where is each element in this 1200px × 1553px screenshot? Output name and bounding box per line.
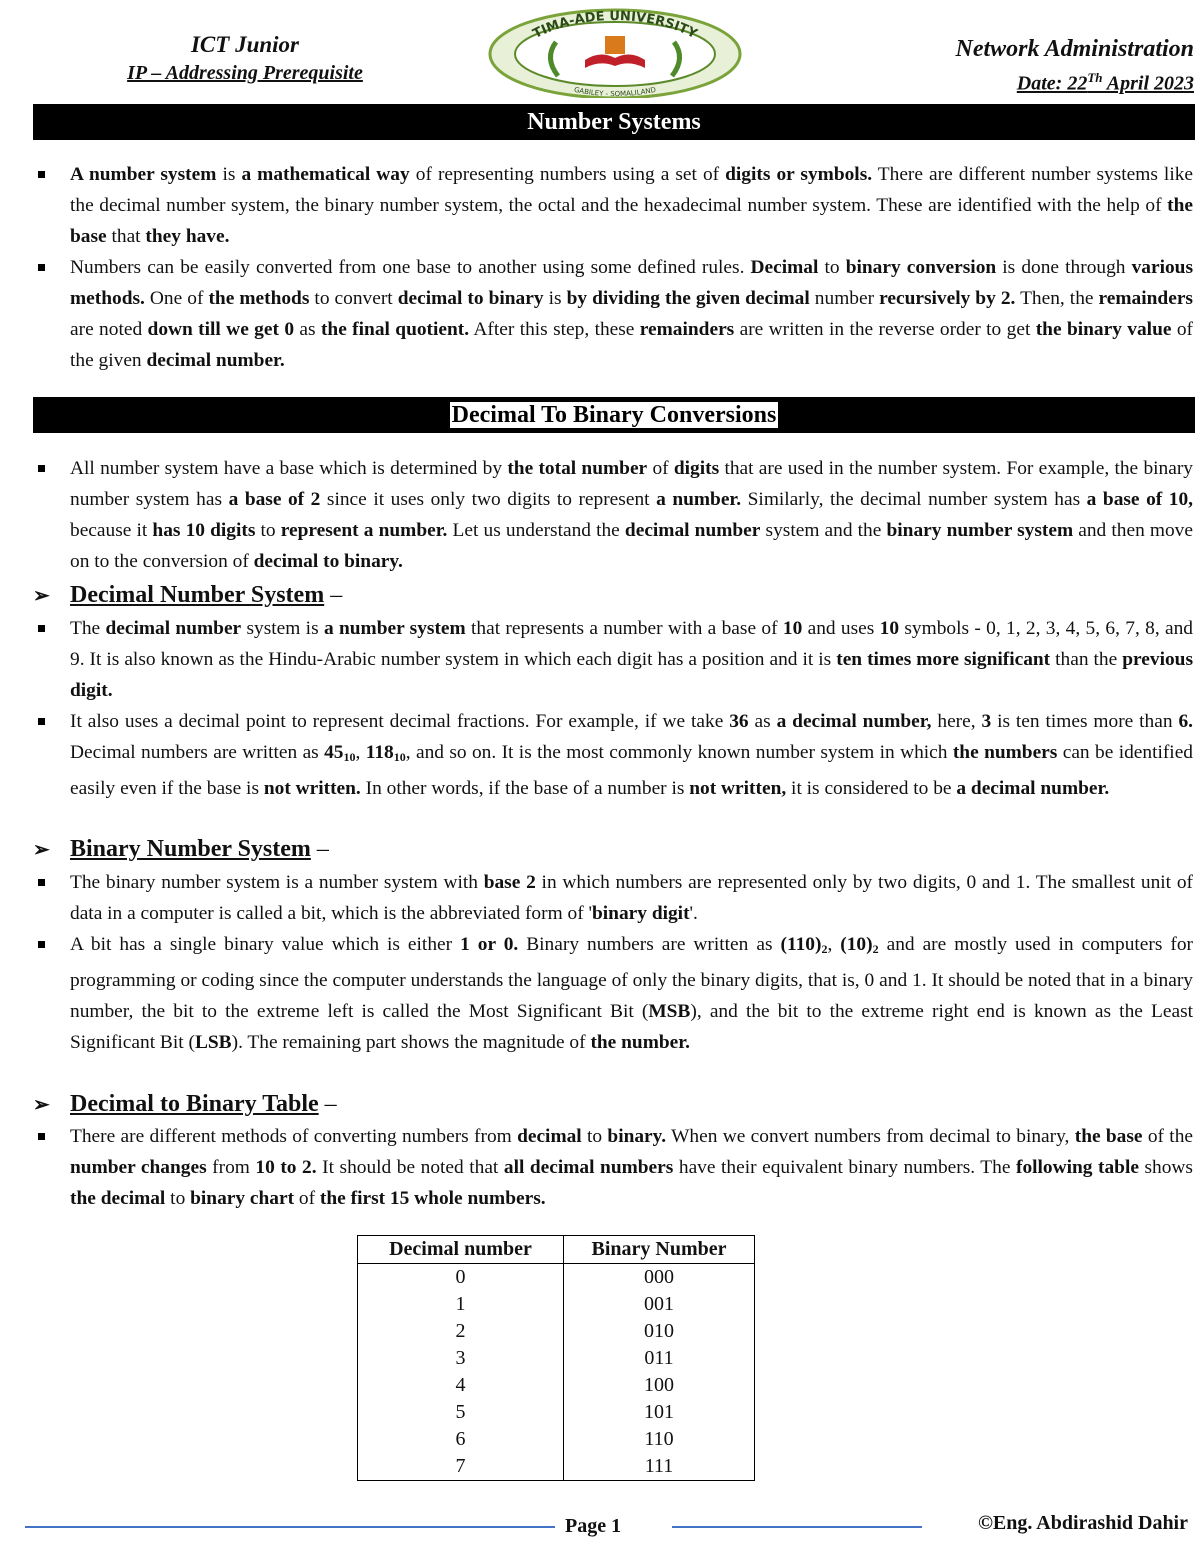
conversion-intro-list: [33, 453, 1193, 577]
footer-divider-left: [25, 1526, 555, 1528]
copyright: ©Eng. Abdirashid Dahir: [977, 1512, 1188, 1534]
arrow-bullet-icon: ➢: [33, 585, 50, 607]
table-cell: 1: [358, 1291, 564, 1318]
document-date: Date: 22Th April 2023: [1016, 70, 1194, 95]
table-cell: 0: [358, 1264, 564, 1292]
header-right: [956, 34, 1195, 98]
column-header-decimal: Decimal number: [358, 1236, 564, 1264]
table-cell: 000: [564, 1264, 755, 1292]
course-subtitle: IP – Addressing Prerequisite: [127, 62, 363, 84]
heading-binary-number-system: ➢ Binary Number System –: [33, 834, 329, 865]
university-logo: [484, 2, 746, 98]
table-cell: 3: [358, 1345, 564, 1372]
course-title: ICT Junior: [190, 32, 299, 57]
table-row: [358, 1453, 755, 1481]
list-item: A bit has a single binary value which is either 1 or 0. Binary numbers are written as $(110)_2$, $(10)_2$ and are mostly used in computers for programming or coding since the computer understands the language of only the binary digits, that is, 0 and 1. It should be noted that in a binary number, the bit to the extreme left is called the Most Significant Bit (MSB), and the bit to the extreme right end is known as the Least Significant Bit (LSB). The remaining part shows the magnitude of the number.: [33, 929, 1193, 1058]
table-cell: 5: [358, 1399, 564, 1426]
arrow-bullet-icon: ➢: [33, 839, 50, 861]
subject-title: Network Administration: [955, 36, 1194, 62]
header-left: [100, 30, 390, 86]
svg-text:GABILEY - SOMALILAND: GABILEY - SOMALILAND: [573, 85, 657, 98]
table-cell: 001: [564, 1291, 755, 1318]
binary-system-list: [33, 867, 1193, 1058]
table-cell: 4: [358, 1372, 564, 1399]
table-cell: 6: [358, 1426, 564, 1453]
table-row: [358, 1318, 755, 1345]
table-row: [358, 1345, 755, 1372]
table-cell: 100: [564, 1372, 755, 1399]
table-row: [358, 1264, 755, 1292]
table-intro-list: [33, 1121, 1193, 1214]
table-row: [358, 1372, 755, 1399]
decimal-system-list: [33, 613, 1193, 804]
table-cell: 110: [564, 1426, 755, 1453]
arrow-bullet-icon: ➢: [33, 1094, 50, 1116]
heading-decimal-to-binary-table: ➢ Decimal to Binary Table –: [33, 1089, 337, 1120]
list-item: The decimal number system is a number system that represents a number with a base of 10 and uses 10 symbols - 0, 1, 2, 3, 4, 5, 6, 7, 8, and 9. It is also known as the Hindu-Arabic number system in which each digit has a position and it is ten times more significant than the previous digit.: [33, 613, 1193, 706]
number-systems-list: [33, 159, 1193, 376]
table-cell: 7: [358, 1453, 564, 1481]
table-cell: 2: [358, 1318, 564, 1345]
table-row: [358, 1399, 755, 1426]
list-item: It also uses a decimal point to represent decimal fractions. For example, if we take 36 as a decimal number, here, 3 is ten times more than 6. Decimal numbers are written as $45_{10}$, $118_{10}$, and so on. It is the most commonly known number system in which the numbers can be identified easily even if the base is not written. In other words, if the base of a number is not written, it is considered to be a decimal number.: [33, 706, 1193, 804]
page-number: Page 1: [565, 1515, 622, 1537]
list-item: A number system is a mathematical way of representing numbers using a set of digits or symbols. There are different number systems like the decimal number system, the binary number system, the octal and the hexadecimal number system. These are identified with the help of the base that they have.: [33, 159, 1193, 252]
table-cell: 101: [564, 1399, 755, 1426]
section-title-number-systems: Number Systems: [33, 104, 1195, 140]
table-row: [358, 1426, 755, 1453]
table-cell: 111: [564, 1453, 755, 1481]
list-item: There are different methods of converting numbers from decimal to binary. When we convert numbers from decimal to binary, the base of the number changes from 10 to 2. It should be noted that all decimal numbers have their equivalent binary numbers. The following table shows the decimal to binary chart of the first 15 whole numbers.: [33, 1121, 1193, 1214]
list-item: All number system have a base which is determined by the total number of digits that are used in the number system. For example, the binary number system has a base of 2 since it uses only two digits to represent a number. Similarly, the decimal number system has a base of 10, because it has 10 digits to represent a number. Let us understand the decimal number system and the binary number system and then move on to the conversion of decimal to binary.: [33, 453, 1193, 577]
decimal-binary-table: [357, 1235, 755, 1481]
heading-decimal-number-system: ➢ Decimal Number System –: [33, 580, 342, 611]
list-item: The binary number system is a number system with base 2 in which numbers are represented only by two digits, 0 and 1. The smallest unit of data in a computer is called a bit, which is the abbreviated form of 'binary digit'.: [33, 867, 1193, 929]
section-title-decimal-to-binary: Decimal To Binary Conversions: [33, 397, 1195, 433]
svg-text:TIMA-ADE UNIVERSITY: TIMA-ADE UNIVERSITY: [530, 9, 700, 42]
table-cell: 011: [564, 1345, 755, 1372]
list-item: Numbers can be easily converted from one base to another using some defined rules. Decimal to binary conversion is done through various methods. One of the methods to convert decimal to binary is by dividing the given decimal number recursively by 2. Then, the remainders are noted down till we get 0 as the final quotient. After this step, these remainders are written in the reverse order to get the binary value of the given decimal number.: [33, 252, 1193, 376]
table-row: [358, 1291, 755, 1318]
footer-divider-right: [672, 1526, 922, 1528]
table-cell: 010: [564, 1318, 755, 1345]
column-header-binary: Binary Number: [564, 1236, 755, 1264]
table-header-row: [358, 1236, 755, 1264]
